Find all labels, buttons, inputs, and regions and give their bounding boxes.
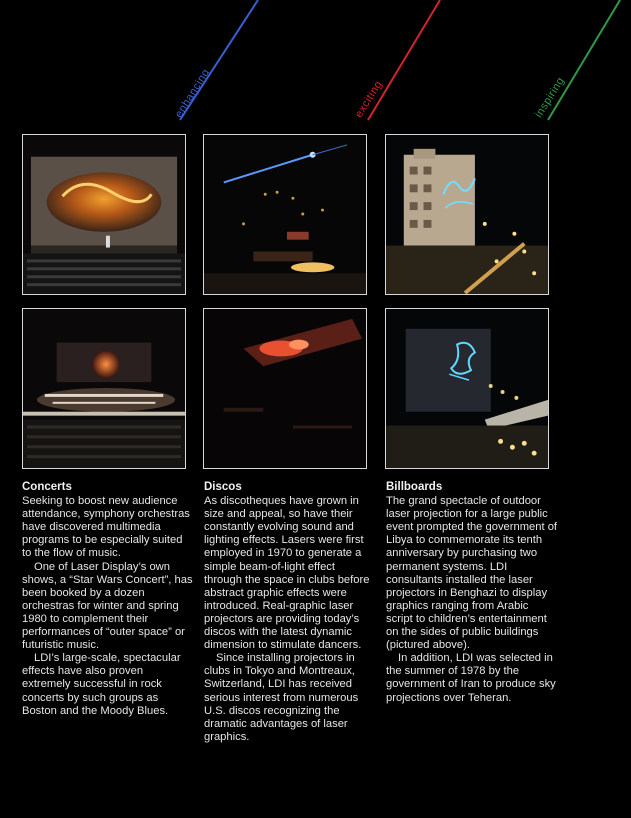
billboards-paragraph-2: In addition, LDI was selected in the summer of 1978 by the government of Iran to produce sky projections over Teheran. xyxy=(386,652,556,704)
concerts-paragraph-1: Seeking to boost new audience attendance, symphony orchestras have discovered multimedia programs to be especially suited to the flow of music. xyxy=(22,495,190,560)
concerts-paragraph-2: One of Laser Display’s own shows, a “Star Wars Concert”, has been booked by a dozen orchestras for winter and spring 1980 to complement their performances of “outer space” or futuristic music. xyxy=(22,560,193,652)
billboard-night-city-photo xyxy=(385,308,549,469)
accent-word-inspiring: inspiring xyxy=(532,75,568,120)
disco-graphic-photo xyxy=(203,308,367,469)
billboards-paragraph-1: The grand spectacle of outdoor laser projection for a large public event prompted the government of Libya to commemorate its tenth anniversary by purchasing two permanent systems. LDI consultants installed the laser projectors in Benghazi to display graphics ranging from Arabic script to children’s entertainment on the sides of public buildings (pictured above). xyxy=(386,495,558,652)
discos-heading: Discos xyxy=(204,481,242,493)
accent-word-exciting: exciting xyxy=(352,78,385,120)
concerts-column xyxy=(22,481,194,718)
concert-stage-photo xyxy=(22,134,186,295)
discos-paragraph-1: As discotheques have grown in size and appeal, so have their constantly evolving sound and lighting effects. Lasers were first employed in 1970 to generate a simple beam-of-light effect through the space in clubs before abstract graphic effects were introduced. Real-graphic laser projectors are providing today’s discos with the latest dynamic dimension to stimulate dancers. xyxy=(204,495,370,652)
red-accent-line xyxy=(368,0,440,120)
discos-paragraph-2: Since installing projectors in clubs in Tokyo and Montreaux, Switzerland, LDI has received serious interest from numerous U.S. discos recognizing the dramatic advantages of laser graphics. xyxy=(204,652,359,743)
discos-column xyxy=(204,481,376,744)
concerts-heading: Concerts xyxy=(22,481,72,493)
green-accent-line xyxy=(548,0,620,120)
accent-lines xyxy=(0,0,631,140)
billboard-building-photo xyxy=(385,134,549,295)
billboards-heading: Billboards xyxy=(386,481,443,493)
concerts-paragraph-3: LDI’s large-scale, spectacular effects have also proven extremely successful in rock concerts by such groups as Boston and the Moody Blues. xyxy=(22,652,181,717)
accent-word-enhancing: enhancing xyxy=(172,66,213,120)
symphony-orchestra-photo xyxy=(22,308,186,469)
billboards-column xyxy=(386,481,558,705)
disco-laser-beam-photo xyxy=(203,134,367,295)
